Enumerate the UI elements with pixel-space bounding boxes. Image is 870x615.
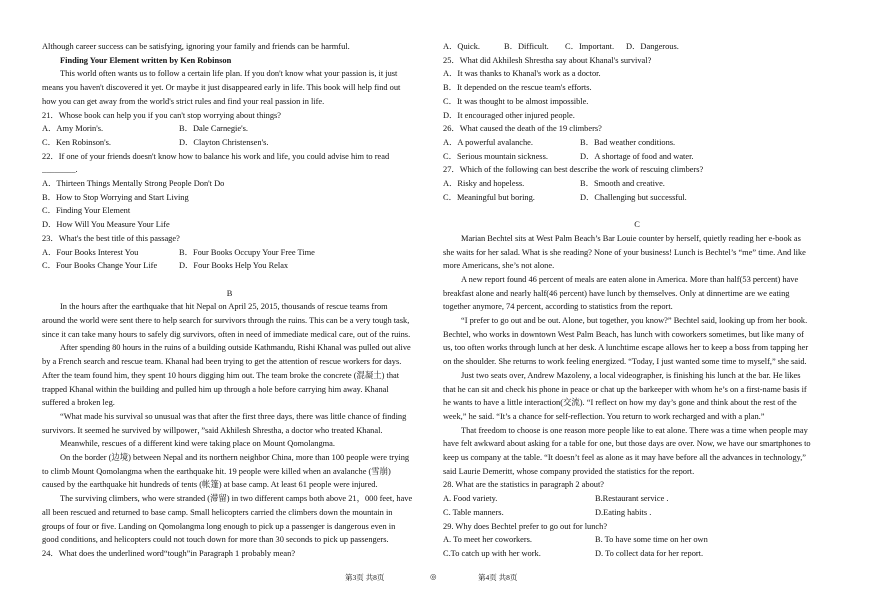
paragraph-line: good conditions, and helicopters could not touch down for more than 30 seconds to pick up passengers. [42, 535, 389, 545]
option-b: B. To have some time on her own [595, 535, 708, 545]
option-d: D.Eating habits . [595, 507, 652, 517]
options-row [443, 506, 831, 520]
question-23: 23．What's the best title of this passage? [42, 233, 180, 243]
options-row [42, 136, 417, 150]
paragraph-line: he wants to have a little interaction(交流). “I reflect on how my day’s gone and think about the rest of the [443, 398, 797, 408]
option-d: D．Challenging but successful. [580, 192, 687, 202]
paragraph-line: “I prefer to go out and be out. Alone, but together, you know?” Bechtel said, looking up from her book. [461, 316, 808, 326]
paragraph-line: she waits for her salad. What is she reading? None of your business! Lunch is Bechtel’s “me” time. And like [443, 247, 806, 257]
paragraph-line: After spending 80 hours in the ruins of a building outside Kathmandu, Rishi Khanal was pulled out alive [60, 343, 411, 353]
option-d: D. To collect data for her report. [595, 549, 704, 558]
option-c: C．Important. [565, 42, 615, 51]
section-heading-b: B [226, 288, 233, 298]
paragraph-line: that he can sit and check his phone in peace or chat up the barkeeper with whom he’s on a first-name basis if [443, 384, 807, 394]
answer-blank: ________. [42, 165, 78, 175]
option-c: C．It was thought to be almost impossible. [443, 96, 589, 106]
left-column [42, 40, 417, 561]
option-c: C.To catch up with her work. [443, 549, 541, 558]
paragraph-line: That freedom to choose is one reason more people like to eat alone. There was a time when people may [461, 425, 808, 435]
paragraph-line: survivors. It seemed he survived by willpower，”said Akhilesh Shrestha, a doctor who treated Khanal. [42, 425, 383, 435]
paragraph-line: by a French search and rescue team. Khanal had been trying to get the attention of rescue workers for days. [42, 357, 402, 367]
option-d: D．It encouraged other injured people. [443, 110, 575, 120]
option-a: A．It was thanks to Khanal's work as a doctor. [443, 69, 601, 79]
paragraph-line: caused by the earthquake hit hundreds of tents (帐篷) at base camp. At least 61 people were injured. [42, 480, 378, 490]
option-a: A．Quick. [443, 42, 480, 51]
paragraph-line: all been rescued and returned to base camp. Small helicopters carried the climbers down the mountain in [42, 507, 393, 517]
option-d: D．Dangerous. [626, 42, 679, 51]
question-21: 21．Whose book can help you if you can't stop worrying about things? [42, 110, 281, 120]
paragraph-line: suffered a broken leg. [42, 398, 115, 408]
options-row [443, 177, 831, 191]
option-b: B．Difficult. [504, 42, 549, 51]
book-title: Finding Your Element written by Ken Robinson [60, 55, 232, 65]
page-marker: ◎ [430, 572, 437, 581]
option-d: D．How Will You Measure Your Life [42, 220, 170, 230]
question-29: 29. Why does Bechtel prefer to go out for lunch? [443, 521, 608, 531]
question-26: 26．What caused the death of the 19 climbers? [443, 124, 602, 134]
options-row [42, 259, 417, 273]
paragraph-line: The surviving climbers, who were stranded (滞留) in two different camps both above 21，000 feet, have [60, 494, 413, 504]
question-25: 25．What did Akhilesh Shrestha say about Khanal's survival? [443, 55, 652, 65]
option-c: C．Finding Your Element [42, 206, 131, 216]
paragraph-line: means you haven't discovered it yet. Or maybe it just disappeared early in life. This book will help find out [42, 83, 401, 93]
paragraph-line: on the shoulder. She returns to work feeling energized. “Today, I just wanted some time to myself,” she said. [443, 357, 807, 367]
option-d: D．A shortage of food and water. [580, 151, 694, 161]
option-c: C. Table manners. [443, 507, 504, 517]
option-b: B．It depended on the rescue team's efforts. [443, 83, 592, 93]
paragraph-line: have felt awkward about asking for a table for one, but those days are over. Now, we have our smartphones to [443, 439, 811, 449]
paragraph-line: In the hours after the earthquake that hit Nepal on April 25, 2015, thousands of rescue teams from [60, 302, 388, 312]
options-row [42, 122, 417, 136]
options-row [42, 246, 417, 260]
paragraph-line: Bechtel, who works in downtown West Palm Beach, has lunch with coworkers sometimes, but like many of [443, 329, 804, 339]
option-b: B．Four Books Occupy Your Free Time [179, 247, 315, 257]
option-b: B．How to Stop Worrying and Start Living [42, 192, 189, 202]
paragraph-line: “What made his survival so unusual was that after the first three days, there was little chance of finding [60, 411, 407, 421]
option-c: C．Meaningful but boring. [443, 192, 535, 202]
paragraph-line: together anymore, 74 percent, according to statistics from the report. [443, 302, 673, 312]
page-number-left: 第3页 共8页 [345, 573, 385, 582]
paragraph-line: This world often wants us to follow a certain life plan. If you don't know what your passion is, it just [60, 69, 398, 79]
paragraph-line: After the team found him, they spent 10 hours digging him out. The team broke the concrete (混凝土) that [42, 370, 400, 380]
paragraph-line: breakfast alone and nearly half(46 percent) have lunch by themselves. Only at dinnertime are we eating [443, 288, 790, 298]
option-b: B．Bad weather conditions. [580, 137, 676, 147]
paragraph-line: Just two seats over, Andrew Mazoleny, a local videographer, is finishing his lunch at the bar. He likes [461, 370, 801, 380]
paragraph-line: to climb Mount Qomolangma when the earthquake hit. 19 people were killed when an avalanche (雪崩) [42, 466, 391, 476]
option-a: A. To meet her coworkers. [443, 535, 533, 545]
option-b: B．Smooth and creative. [580, 179, 665, 189]
option-c: C．Four Books Change Your Life [42, 261, 158, 271]
question-27: 27．Which of the following can best describe the work of rescuing climbers? [443, 165, 704, 175]
paragraph-line: week,” he said. “It’s a chance for self-reflection. You return to work recharged and with a plan.” [443, 411, 765, 421]
options-row [443, 150, 831, 164]
option-b: B.Restaurant service . [595, 494, 669, 504]
options-row [443, 533, 831, 547]
option-d: D．Clayton Christensen's. [179, 137, 269, 147]
options-row [443, 191, 831, 205]
paragraph-line: keep us company at the table. “It doesn’t feel as alone as it may have before all the advances in technology,” [443, 453, 807, 463]
option-a: A. Food variety. [443, 494, 498, 504]
options-row [443, 136, 831, 150]
paragraph-line: groups of four or five. Landing on Qomolangma long enough to pick up a passenger is dangerous even in [42, 521, 396, 531]
intro-line: Although career success can be satisfying, ignoring your family and friends can be harmful. [42, 42, 350, 51]
question-22: 22．If one of your friends doesn't know how to balance his work and life, you could advise him to read [42, 151, 390, 161]
options-row [443, 547, 831, 561]
paragraph-line: said Laurie Demeritt, whose company provided the statistics for the report. [443, 466, 695, 476]
paragraph-line: more Americans, she’s not alone. [443, 261, 555, 271]
option-c: C．Ken Robinson's. [42, 137, 111, 147]
paragraph-line: Marian Bechtel sits at West Palm Beach’s Bar Louie counter by herself, quietly reading her e-book as [461, 233, 801, 243]
option-a: A．Four Books Interest You [42, 247, 139, 257]
question-24: 24．What does the underlined word“tough”in Paragraph 1 probably mean? [42, 549, 296, 558]
paragraph-line: us, too often works through lunch at her desk. A lunchtime escape allows her to keep a boss from tapping her [443, 343, 809, 353]
option-a: A．Risky and hopeless. [443, 179, 525, 189]
page-number-right: 第4页 共8页 [478, 573, 518, 582]
paragraph-line: Meanwhile, rescues of a different kind were taking place on Mount Qomolangma. [60, 439, 335, 449]
options-row [443, 40, 831, 54]
option-d: D．Four Books Help You Relax [179, 261, 289, 271]
question-28: 28. What are the statistics in paragraph 2 about? [443, 480, 605, 490]
option-a: A．Thirteen Things Mentally Strong People Don't Do [42, 179, 225, 189]
paragraph-line: On the border (边境) between Nepal and its northern neighbor China, more than 100 people were trying [60, 453, 410, 463]
option-c: C．Serious mountain sickness. [443, 151, 548, 161]
section-heading-c: C [634, 220, 640, 230]
options-row [443, 492, 831, 506]
right-column [443, 40, 831, 561]
paragraph-line: trapped Khanal within the building and pulled him up through a hole before carrying him away. Khanal [42, 384, 389, 394]
paragraph-line: since it can take many hours to safely dig survivors, often in need of immediate medical care, out of the ruins. [42, 329, 411, 339]
paragraph-line: around the world were sent there to help search for survivors through the ruins. This can be a very tough task, [42, 316, 410, 326]
paragraph-line: how you can get away from the world's strict rules and find your real passion in life. [42, 96, 325, 106]
option-a: A．Amy Morin's. [42, 124, 104, 134]
option-b: B．Dale Carnegie's. [179, 124, 248, 134]
option-a: A．A powerful avalanche. [443, 137, 533, 147]
paragraph-line: A new report found 46 percent of meals are eaten alone in America. More than half(53 percent) have [461, 274, 799, 284]
